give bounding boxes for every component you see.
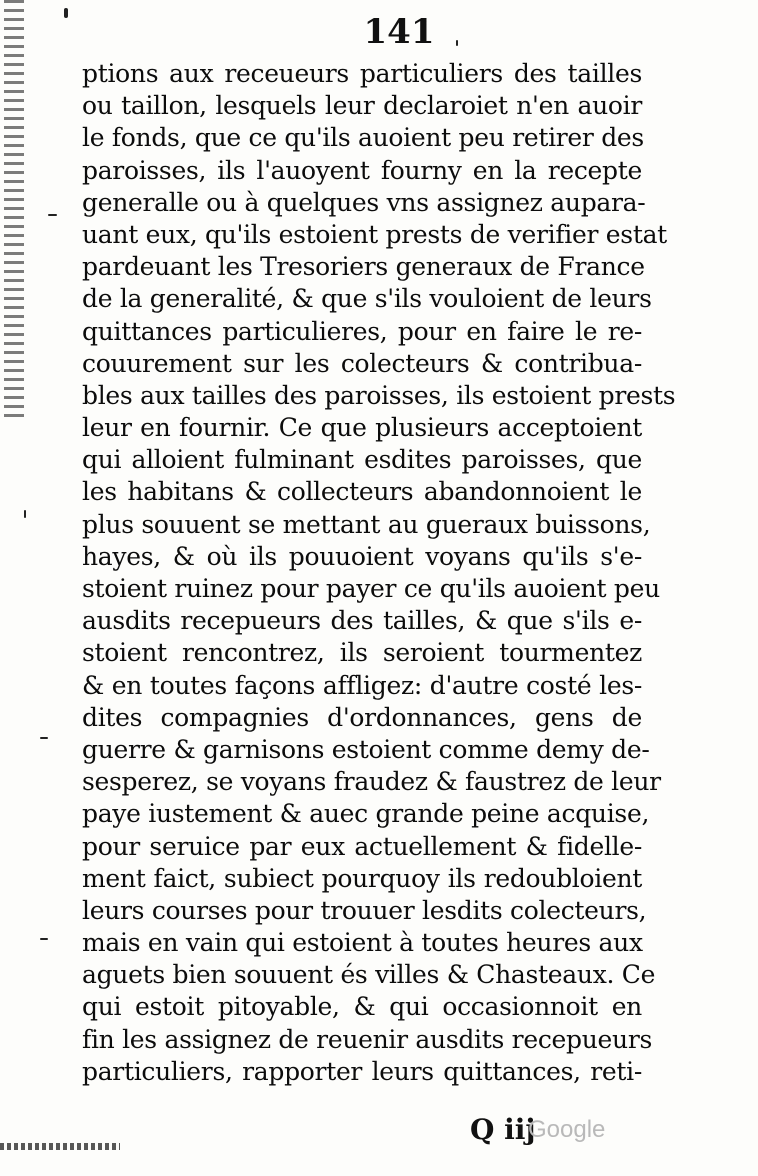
text-line: dites compagnies d'ordonnances, gens de <box>82 702 642 732</box>
text-line: couurement sur les colecteurs & contribua- <box>82 348 642 378</box>
text-line: pour seruice par eux actuellement & fidelle- <box>82 831 642 861</box>
scan-edge-noise <box>0 1143 120 1150</box>
ink-speck <box>40 938 48 940</box>
ink-speck <box>40 737 48 739</box>
text-line: sesperez, se voyans fraudez & faustrez de leur <box>82 767 661 797</box>
scan-watermark: Google <box>528 1116 606 1143</box>
text-line: les habitans & collecteurs abandonnoient le <box>82 477 642 507</box>
text-line: particuliers, rapporter leurs quittances, reti- <box>82 1056 642 1086</box>
text-line: fin les assignez de reuenir ausdits recepueurs <box>82 1024 653 1054</box>
ink-speck <box>456 40 458 46</box>
binding-gutter <box>4 0 24 420</box>
text-line: plus souuent se mettant au gueraux buissons, <box>82 509 651 539</box>
text-line: ment faict, subiect pourquoy ils redoubloient <box>82 863 642 893</box>
text-line: hayes, & où ils pouuoient voyans qu'ils s'e- <box>82 541 642 571</box>
signature-mark: Q iij <box>470 1113 536 1146</box>
text-line: qui estoit pitoyable, & qui occasionnoit en <box>82 992 642 1022</box>
text-line: guerre & garnisons estoient comme demy de- <box>82 734 650 764</box>
text-line: bles aux tailles des paroisses, ils estoient prests <box>82 380 676 410</box>
text-line: generalle ou à quelques vns assignez aupara- <box>82 187 646 217</box>
text-line: stoient rencontrez, ils seroient tourmentez <box>82 638 642 668</box>
text-line: & en toutes façons affligez: d'autre costé les- <box>82 670 642 700</box>
body-text <box>82 58 676 1088</box>
text-line: leur en fournir. Ce que plusieurs acceptoient <box>82 413 642 443</box>
page-number: 141 <box>363 12 435 52</box>
text-line: quittances particulieres, pour en faire le re- <box>82 316 642 346</box>
text-line: mais en vain qui estoient à toutes heures aux <box>82 928 643 958</box>
text-line: ptions aux receueurs particuliers des tailles <box>82 59 642 88</box>
text-line: paye iustement & auec grande peine acquise, <box>82 799 650 829</box>
text-line: uant eux, qu'ils estoient prests de verifier estat <box>82 219 667 249</box>
text-line: le fonds, que ce qu'ils auoient peu retirer des <box>82 123 644 153</box>
text-line: ausdits recepueurs des tailles, & que s'ils e- <box>82 606 642 636</box>
text-line: ou taillon, lesquels leur declaroiet n'en auoir <box>82 91 642 121</box>
ink-speck <box>24 510 26 518</box>
text-line: pardeuant les Tresoriers generaux de France <box>82 252 645 282</box>
text-line: qui alloient fulminant esdites paroisses, que <box>82 445 642 475</box>
text-line: aguets bien souuent és villes & Chasteaux. Ce <box>82 960 656 990</box>
text-line: stoient ruinez pour payer ce qu'ils auoient peu <box>82 574 660 603</box>
text-line: leurs courses pour trouuer lesdits colecteurs, <box>82 895 647 925</box>
ink-speck <box>48 214 57 216</box>
text-line: paroisses, ils l'auoyent fourny en la recepte <box>82 155 642 185</box>
text-line: de la generalité, & que s'ils vouloient de leurs <box>82 284 652 314</box>
ink-speck <box>64 8 68 18</box>
